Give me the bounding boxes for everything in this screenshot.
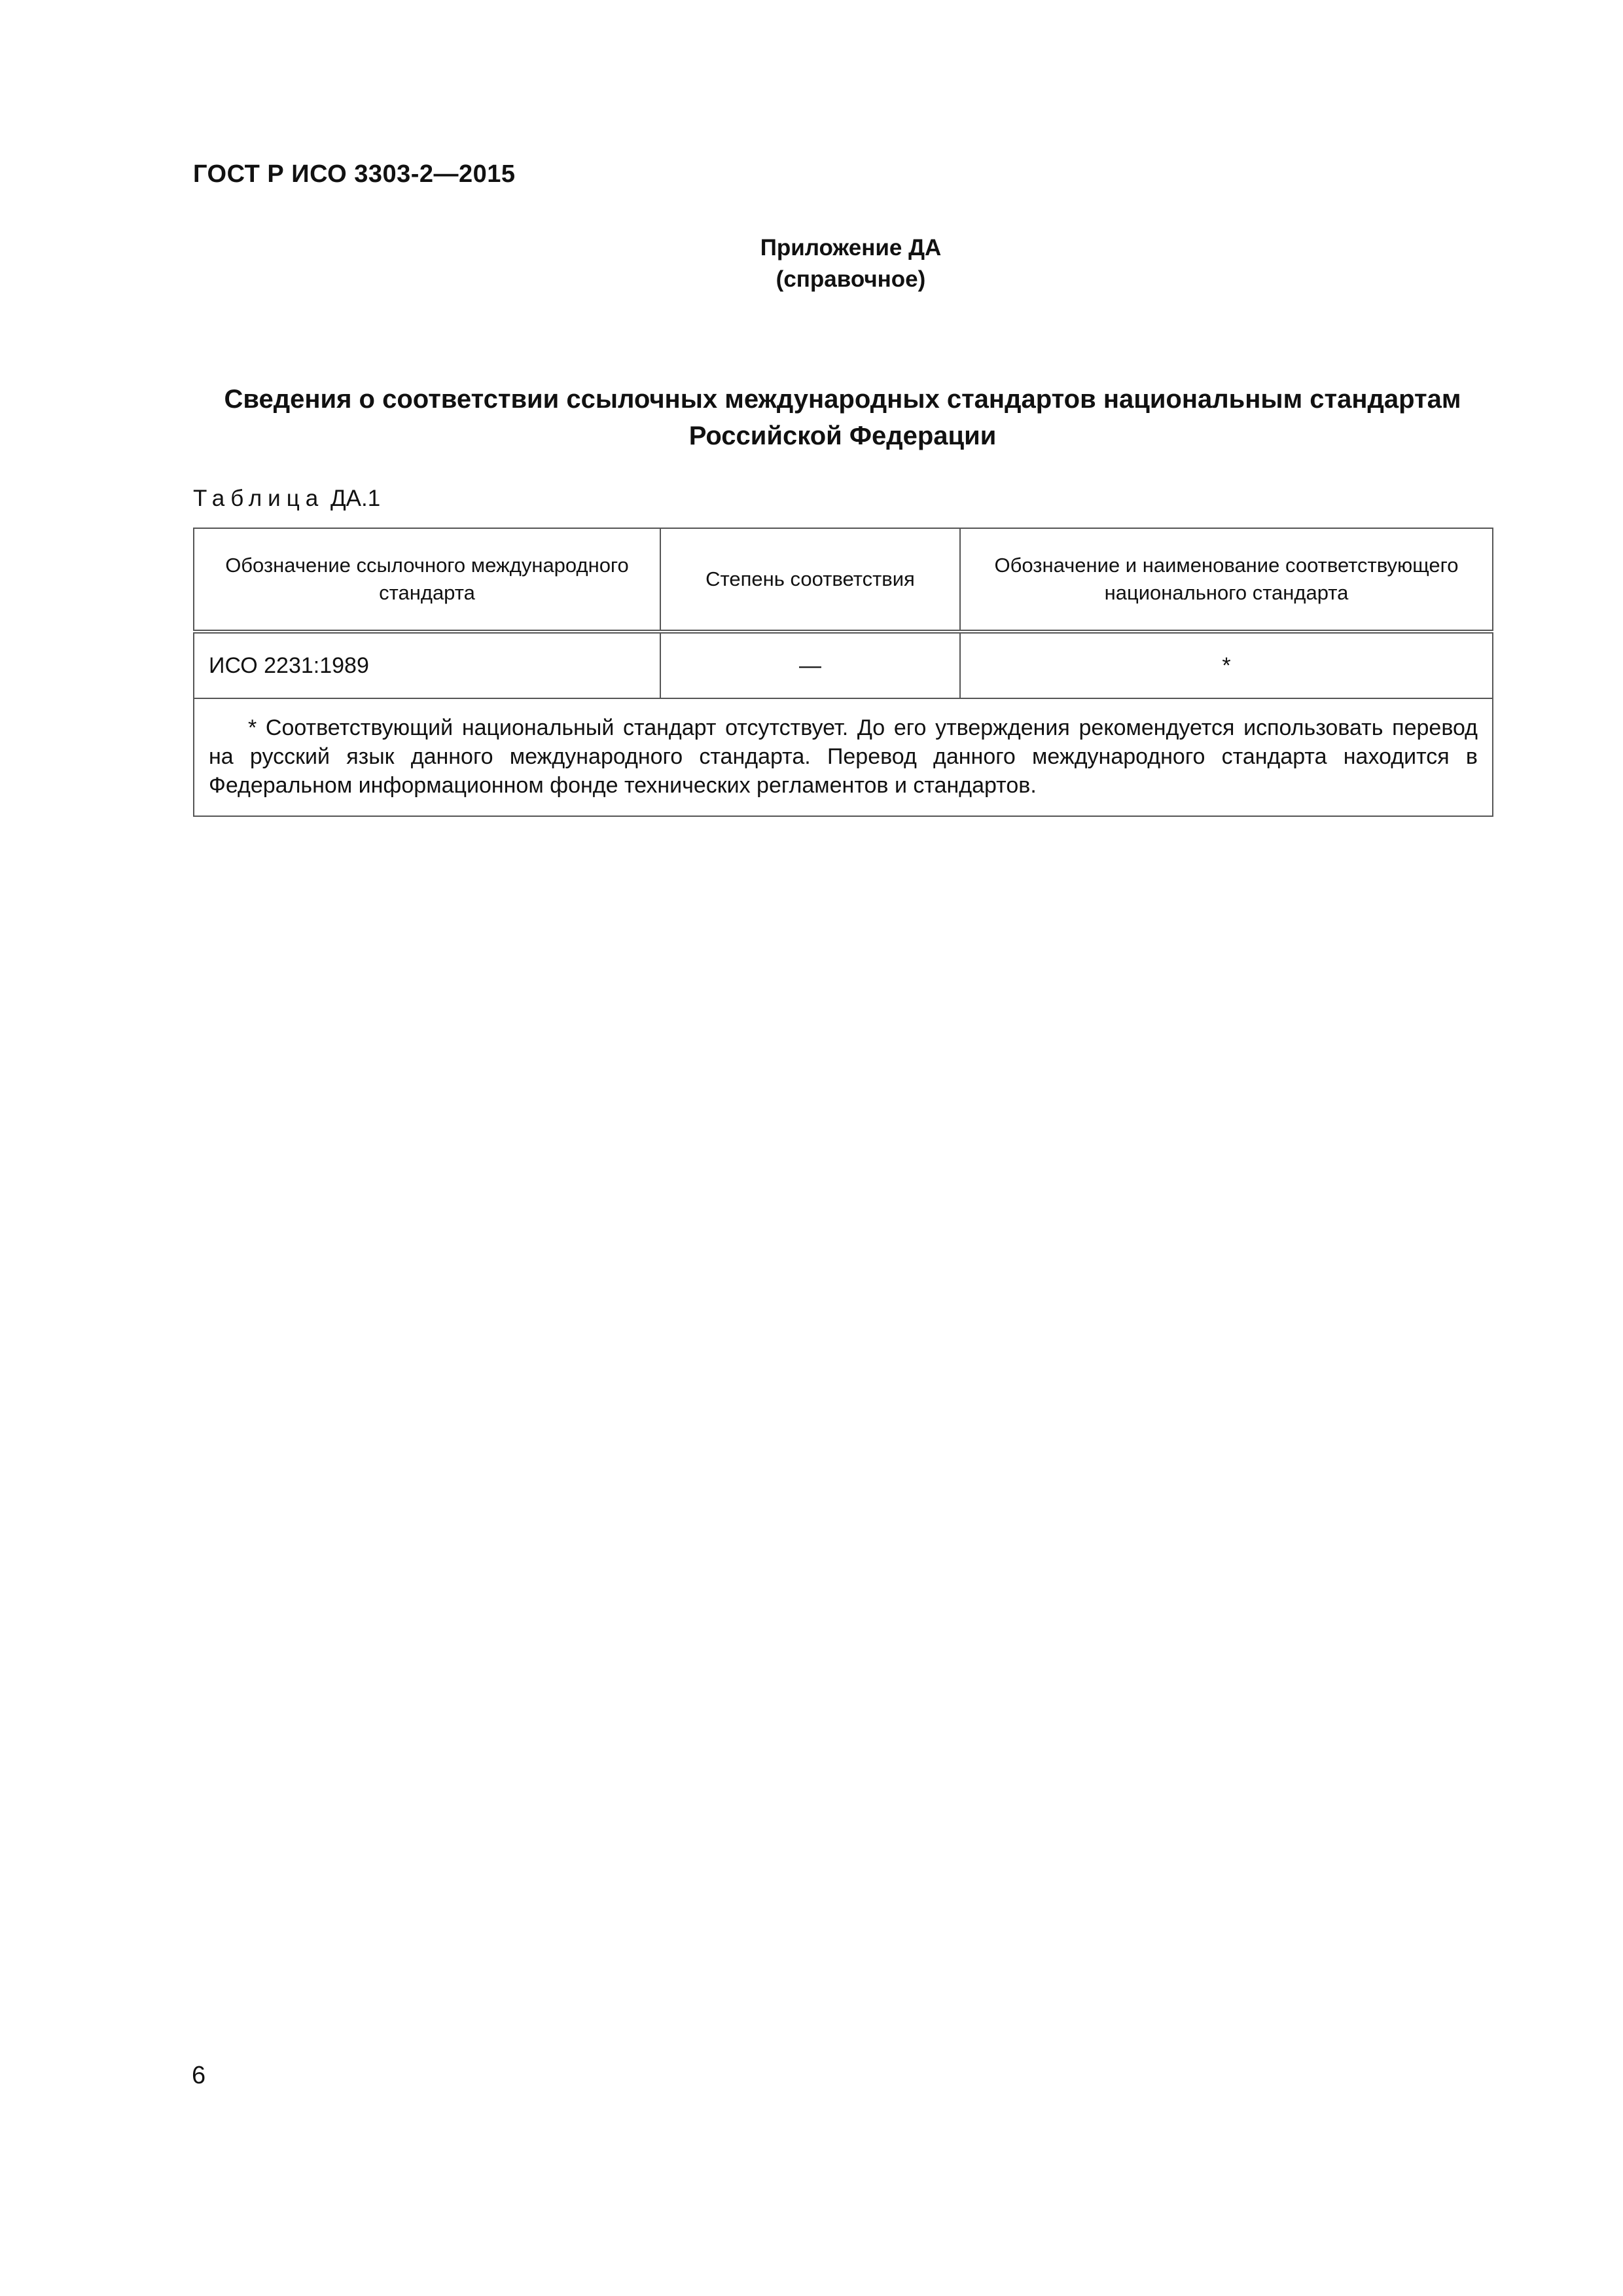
section-title [193,381,1492,454]
table-row [194,632,1493,698]
footnote-row [194,698,1493,816]
annex-subtitle: (справочное) [776,266,926,292]
header-cell-national: Обозначение и наименование соответствующего национального стандарта [960,528,1493,632]
reference-table [193,528,1493,817]
table-caption-word: Таблица [193,486,325,511]
page-number: 6 [192,2062,206,2089]
header-cell-degree: Степень соответствия [660,528,960,632]
document-header: ГОСТ Р ИСО 3303-2—2015 [193,160,516,188]
section-title-line1: Сведения о соответствии ссылочных международных стандартов национальным стандартам [224,385,1461,414]
table-footnote: * Соответствующий национальный стандарт отсутствует. До его утверждения рекомендуется использовать перевод на русский язык данного международного стандарта. Перевод данного международного стандарта находится в Федеральном информационном фонде технических регламентов и стандартов. [194,698,1493,816]
cell-designation: ИСО 2231:1989 [194,632,660,698]
annex-title: Приложение ДА [760,235,942,260]
section-title-line2: Российской Федерации [688,422,997,450]
cell-degree: — [660,632,960,698]
header-cell-designation: Обозначение ссылочного международного стандарта [194,528,660,632]
cell-national: * [960,632,1493,698]
table-header-row [194,528,1493,632]
table-caption [193,486,380,512]
table-caption-number: ДА.1 [330,486,381,511]
annex-heading [681,232,1021,295]
